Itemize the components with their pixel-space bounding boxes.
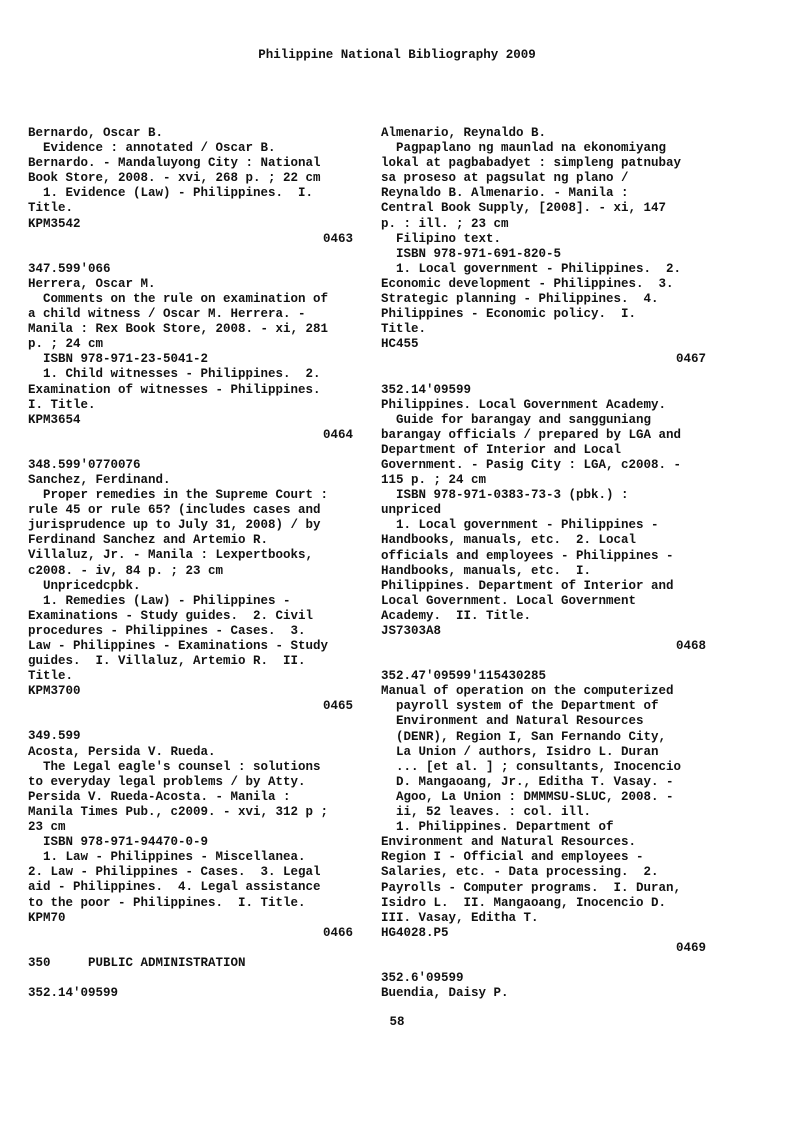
bibliography-entry (28, 262, 353, 443)
entry-line: Book Store, 2008. - xvi, 268 p. ; 22 cm (28, 171, 321, 186)
entry-line: 1. Evidence (Law) - Philippines. I. (28, 186, 314, 201)
entry-line: Comments on the rule on examination of (28, 291, 329, 306)
entry-line: 1. Remedies (Law) - Philippines - (28, 593, 291, 608)
bibliography-entry (28, 126, 353, 247)
entry-line: KPM3542 (28, 216, 81, 231)
entry-line: to everyday legal problems / by Atty. (28, 774, 306, 789)
entry-line: I. Title. (28, 397, 96, 412)
entry-line: Central Book Supply, [2008]. - xi, 147 (381, 201, 667, 216)
bibliography-entry (28, 458, 353, 715)
bibliography-entry (381, 383, 706, 655)
entry-line: Academy. II. Title. (381, 608, 532, 623)
entry-line: 23 cm (28, 820, 66, 835)
entry-line: 352.14'09599 (381, 382, 472, 397)
entry-line: HG4028.P5 (381, 925, 449, 940)
entry-line: Acosta, Persida V. Rueda. (28, 744, 216, 759)
entry-line: Examinations - Study guides. 2. Civil (28, 608, 314, 623)
entry-line: Sanchez, Ferdinand. (28, 472, 171, 487)
entry-line: Government. - Pasig City : LGA, c2008. - (381, 457, 682, 472)
entry-line: jurisprudence up to July 31, 2008) / by (28, 518, 321, 533)
entry-number: 0463 (322, 231, 353, 246)
entry-line: Department of Interior and Local (381, 442, 622, 457)
entry-line: Region I - Official and employees - (381, 850, 644, 865)
entry-line: Pagpaplano ng maunlad na ekonomiyang (381, 141, 667, 156)
author-line: Buendia, Daisy P. (381, 986, 509, 1001)
entry-line: Strategic planning - Philippines. 4. (381, 292, 659, 307)
entry-line: payroll system of the Department of (381, 699, 659, 714)
entry-line: Manual of operation on the computerized (381, 684, 674, 699)
entry-line: Manila Times Pub., c2009. - xvi, 312 p ; (28, 804, 329, 819)
entry-line: Villaluz, Jr. - Manila : Lexpertbooks, (28, 548, 314, 563)
page-header: Philippine National Bibliography 2009 (258, 48, 536, 62)
entry-line: p. : ill. ; 23 cm (381, 216, 509, 231)
entry-line: barangay officials / prepared by LGA and (381, 427, 682, 442)
entry-line: c2008. - iv, 84 p. ; 23 cm (28, 563, 224, 578)
entry-line: 348.599'0770076 (28, 457, 141, 472)
entry-line: aid - Philippines. 4. Legal assistance (28, 880, 321, 895)
entry-line: guides. I. Villaluz, Artemio R. II. (28, 654, 306, 669)
entry-line: Evidence : annotated / Oscar B. (28, 141, 276, 156)
classification-number: 352.14'09599 (28, 985, 119, 1000)
entry-line: Title. (381, 322, 427, 337)
bibliography-entry (28, 729, 353, 940)
entry-line: Environment and Natural Resources. (381, 835, 637, 850)
entry-line: Handbooks, manuals, etc. I. (381, 563, 592, 578)
entry-line: Economic development - Philippines. 3. (381, 276, 674, 291)
entry-line: Local Government. Local Government (381, 593, 637, 608)
entry-line: III. Vasay, Editha T. (381, 910, 539, 925)
entry-line: KPM3700 (28, 684, 81, 699)
entry-line: ii, 52 leaves. : col. ill. (381, 805, 592, 820)
entry-line: JS7303A8 (381, 624, 442, 638)
entry-line: 1. Child witnesses - Philippines. 2. (28, 367, 321, 382)
entry-line: p. ; 24 cm (28, 337, 104, 352)
entry-line: 352.47'09599'115430285 (381, 669, 547, 684)
entry-line: Manila : Rex Book Store, 2008. - xi, 281 (28, 322, 329, 337)
entry-line: 1. Law - Philippines - Miscellanea. (28, 850, 306, 865)
bibliography-entry (381, 669, 706, 956)
entry-line: ISBN 978-971-0383-73-3 (pbk.) : (381, 488, 629, 503)
entry-number: 0465 (322, 699, 353, 714)
left-column (28, 126, 353, 1001)
entry-line: HC455 (381, 337, 419, 352)
entry-line: Almenario, Reynaldo B. (381, 126, 547, 140)
entry-line: lokal at pagbabadyet : simpleng patnubay (381, 156, 682, 171)
entry-number: 0466 (322, 925, 353, 940)
entry-line: Guide for barangay and sangguniang (381, 412, 652, 427)
entry-line: ISBN 978-971-691-820-5 (381, 246, 562, 261)
entry-line: Ferdinand Sanchez and Artemio R. (28, 533, 269, 548)
entry-line: ISBN 978-971-94470-0-9 (28, 835, 209, 850)
entry-line: 1. Local government - Philippines. 2. (381, 261, 682, 276)
entry-line: Unpricedcpbk. (28, 578, 141, 593)
entry-line: Bernardo, Oscar B. (28, 126, 164, 140)
entry-line: 1. Philippines. Department of (381, 820, 614, 835)
entry-line: ISBN 978-971-23-5041-2 (28, 352, 209, 367)
entry-line: KPM3654 (28, 412, 81, 427)
entry-line: to the poor - Philippines. I. Title. (28, 895, 306, 910)
entry-line: Environment and Natural Resources (381, 714, 644, 729)
entry-line: rule 45 or rule 65? (includes cases and (28, 503, 321, 518)
entry-line: 2. Law - Philippines - Cases. 3. Legal (28, 865, 321, 880)
entry-number: 0464 (322, 427, 353, 442)
entry-line: procedures - Philippines - Cases. 3. (28, 623, 306, 638)
entry-line: sa proseso at pagsulat ng plano / (381, 171, 629, 186)
entry-line: Proper remedies in the Supreme Court : (28, 488, 329, 503)
entry-line: Persida V. Rueda-Acosta. - Manila : (28, 789, 291, 804)
entry-line: Agoo, La Union : DMMMSU-SLUC, 2008. - (381, 789, 674, 804)
entry-line: officials and employees - Philippines - (381, 548, 674, 563)
entry-line: Philippines. Department of Interior and (381, 578, 674, 593)
entry-line: Isidro L. II. Mangaoang, Inocencio D. (381, 895, 667, 910)
entry-line: Filipino text. (381, 231, 502, 246)
entry-line: ... [et al. ] ; consultants, Inocencio (381, 759, 682, 774)
entry-line: Title. (28, 201, 74, 216)
entry-line: a child witness / Oscar M. Herrera. - (28, 307, 306, 322)
entry-line: 115 p. ; 24 cm (381, 473, 487, 488)
classification-number: 352.6'09599 (381, 970, 464, 985)
entry-number: 0467 (675, 352, 706, 367)
right-column (381, 126, 706, 1001)
entry-line: La Union / authors, Isidro L. Duran (381, 744, 659, 759)
entry-number: 0469 (675, 940, 706, 955)
entry-line: Handbooks, manuals, etc. 2. Local (381, 533, 637, 548)
bibliography-entry (381, 126, 706, 368)
entry-line: Law - Philippines - Examinations - Study (28, 639, 329, 653)
entry-line: 347.599'066 (28, 261, 111, 276)
entry-number: 0468 (675, 639, 706, 654)
entry-line: D. Mangaoang, Jr., Editha T. Vasay. - (381, 774, 674, 789)
entry-line: Philippines - Economic policy. I. (381, 307, 637, 322)
entry-line: Examination of witnesses - Philippines. (28, 382, 321, 397)
entry-line: 349.599 (28, 729, 81, 744)
entry-line: Title. (28, 669, 74, 684)
section-heading: 350 PUBLIC ADMINISTRATION (28, 955, 246, 970)
entry-line: Herrera, Oscar M. (28, 276, 156, 291)
entry-line: The Legal eagle's counsel : solutions (28, 759, 321, 774)
entry-line: Bernardo. - Mandaluyong City : National (28, 156, 321, 171)
entry-line: unpriced (381, 503, 442, 518)
entry-line: Salaries, etc. - Data processing. 2. (381, 865, 659, 880)
entry-line: Reynaldo B. Almenario. - Manila : (381, 186, 629, 201)
entry-line: KPM70 (28, 910, 66, 925)
page-number: 58 (389, 1015, 405, 1029)
entry-line: (DENR), Region I, San Fernando City, (381, 729, 667, 744)
entry-line: Payrolls - Computer programs. I. Duran, (381, 880, 682, 895)
entry-line: 1. Local government - Philippines - (381, 518, 659, 533)
entry-line: Philippines. Local Government Academy. (381, 397, 667, 412)
